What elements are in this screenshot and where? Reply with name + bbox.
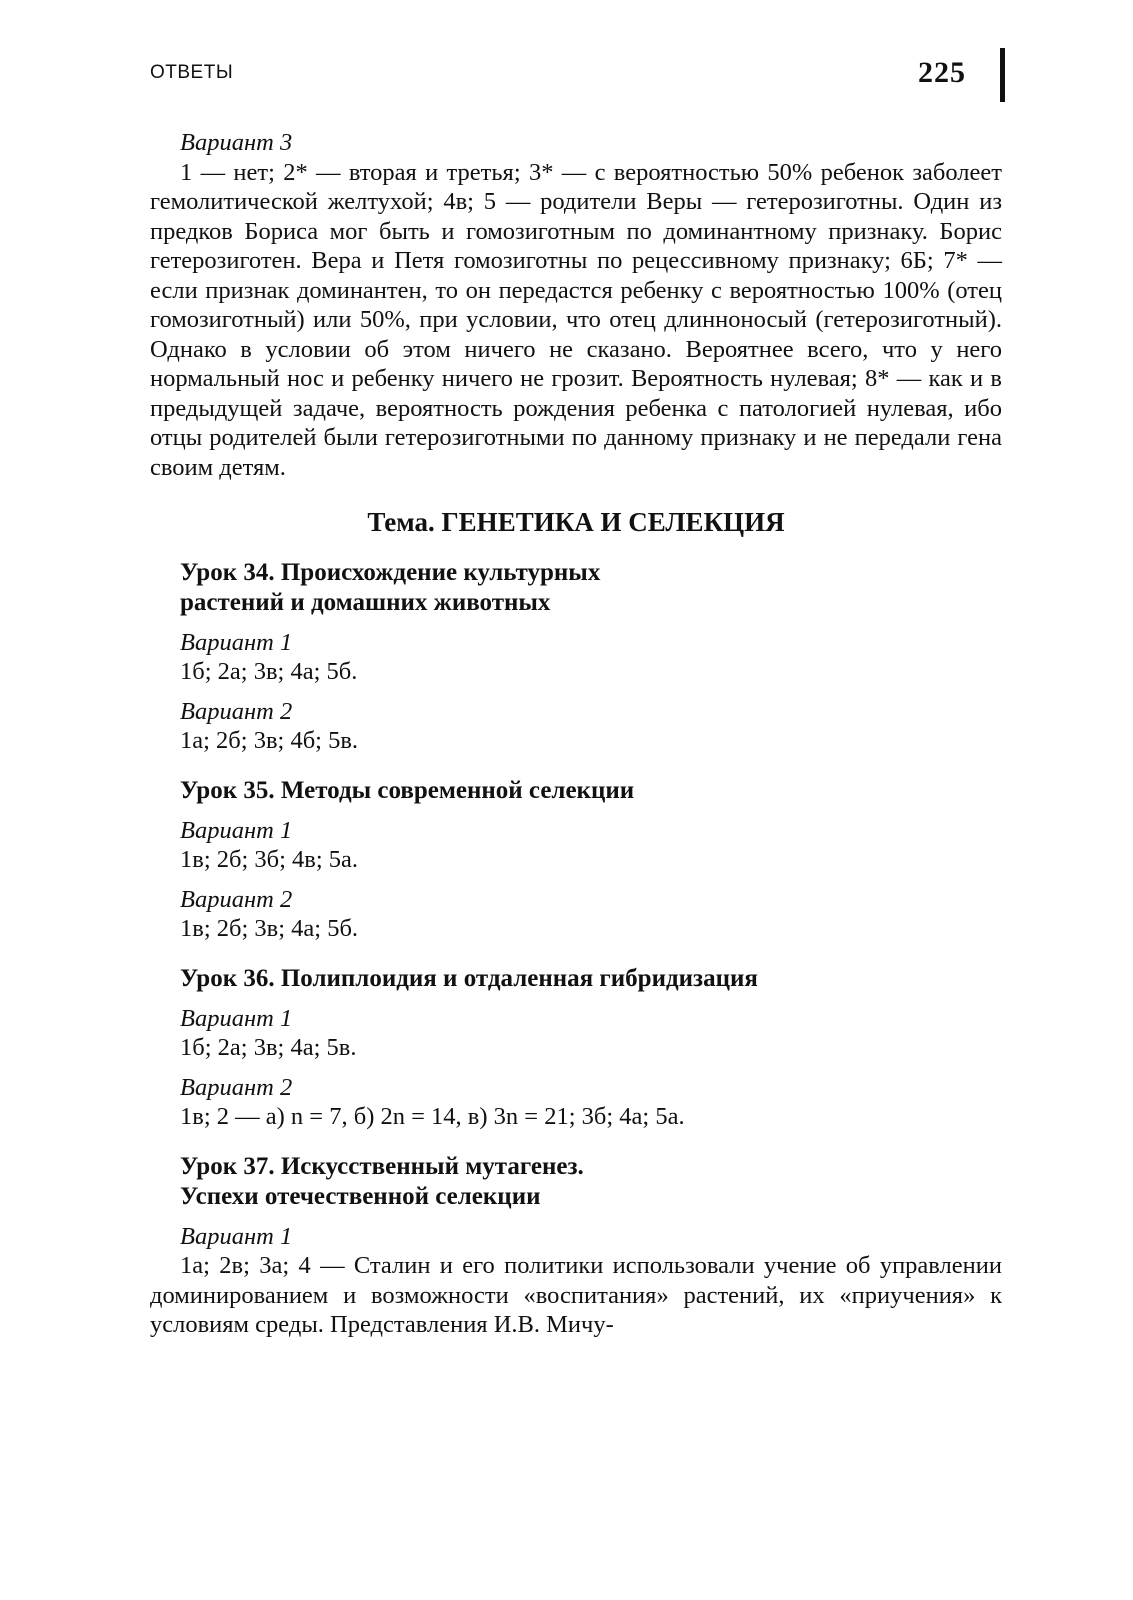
running-header: ОТВЕТЫ [150,62,234,83]
answer-line: 1б; 2а; 3в; 4а; 5в. [180,1034,357,1061]
answer-paragraph: 1 — нет; 2* — вторая и третья; 3* — с вероятностью 50% ребенок заболеет гемолитической желтухой; 4в; 5 — родители Веры — гетерозиготны. Один из предков Бориса мог быть и гомозиготным по доминантному признаку. Борис гетерозиготен. Вера и Петя гомозиготны по рецессивному признаку; 6Б; 7* — если признак доминантен, то он передастся ребенку с вероятностью 100% (отец гомозиготный) или 50%, при условии, что отец длинноносый (гетерозиготный). Однако в условии об этом ничего не сказано. Вероятнее всего, что у него нормальный нос и ребенку ничего не грозит. Вероятность нулевая; 8* — как и в предыдущей задаче, вероятность рождения ребенка с патологией нулевая, ибо отцы родителей были гетерозиготными по данному признаку и не передали гена своим детям. [150,158,1002,481]
variant-label: Вариант 1 [180,1222,293,1250]
lesson-title-line: Урок 34. Происхождение культурных [180,558,601,586]
variant-label: Вариант 1 [180,1004,293,1032]
lesson-title-line: Урок 37. Искусственный мутагенез. [180,1152,584,1180]
lesson-heading [180,964,1002,994]
answer-line: 1в; 2б; 3б; 4в; 5а. [180,846,359,873]
lesson-title-line: Урок 36. Полиплоидия и отдаленная гибридизация [180,964,758,992]
variant-label: Вариант 1 [180,628,293,656]
lesson-title-line: Успехи отечественной селекции [180,1182,541,1210]
answer-paragraph: 1а; 2в; 3а; 4 — Сталин и его политики использовали учение об управлении доминированием и возможности «воспитания» растений, их «приучения» к условиям среды. Представления И.В. Мичу- [150,1252,1002,1338]
answer-line: 1в; 2 — а) n = 7, б) 2n = 14, в) 3n = 21; 3б; 4а; 5а. [180,1103,685,1130]
lesson-heading [180,558,1002,618]
topic-heading: Тема. ГЕНЕТИКА И СЕЛЕКЦИЯ [367,507,785,537]
page-number: 225 [918,56,966,89]
lesson-title-line: растений и домашних животных [180,588,551,616]
header-rule [1000,48,1005,102]
variant-label: Вариант 1 [180,816,293,844]
variant-label: Вариант 3 [180,129,293,156]
answer-line: 1в; 2б; 3в; 4а; 5б. [180,915,359,942]
lesson-heading [180,776,1002,806]
lesson-title-line: Урок 35. Методы современной селекции [180,776,635,804]
variant-label: Вариант 2 [180,885,293,913]
answer-line: 1б; 2а; 3в; 4а; 5б. [180,658,358,685]
lesson-heading [180,1152,1002,1212]
page-content [150,128,1002,1340]
answer-line: 1а; 2б; 3в; 4б; 5в. [180,727,359,754]
variant-label: Вариант 2 [180,1073,293,1101]
variant-label: Вариант 2 [180,697,293,725]
